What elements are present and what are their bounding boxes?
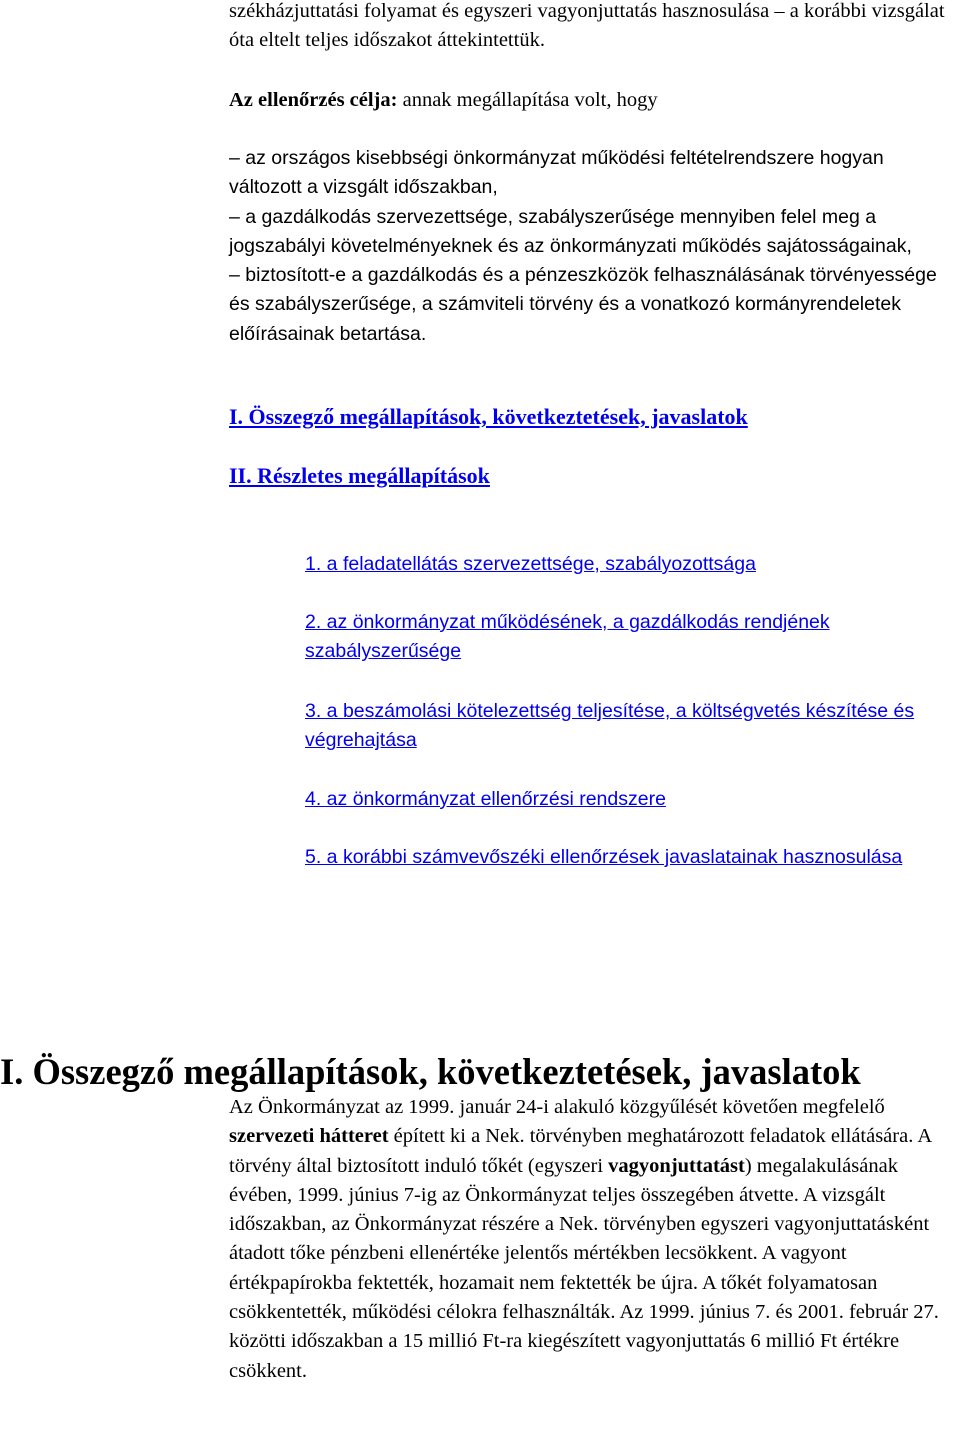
toc-sub-link-4[interactable]: 4. az önkormányzat ellenőrzési rendszere <box>305 788 666 810</box>
body-text-2: épített ki a Nek. törvényben meghatározott feladatok ellátására. A törvény által biztosított induló tőkét (egyszeri <box>229 1125 932 1177</box>
toc-sub-link-5[interactable]: 5. a korábbi számvevőszéki ellenőrzések javaslatainak hasznosulása <box>305 846 903 868</box>
body-bold-1: szervezeti hátteret <box>229 1125 389 1148</box>
purpose-list <box>229 144 957 349</box>
toc-link-summary[interactable]: I. Összegző megállapítások, következtetések, javaslatok <box>229 404 748 429</box>
toc-sub-link-2[interactable]: 2. az önkormányzat működésének, a gazdálkodás rendjének szabályszerűsége <box>305 611 830 663</box>
section-heading: I. Összegző megállapítások, következtetések, javaslatok <box>0 1051 861 1092</box>
purpose-item-1: – az országos kisebbségi önkormányzat működési feltételrendszere hogyan változott a vizsgált időszakban, <box>229 147 884 199</box>
purpose-item-3: – biztosított-e a gazdálkodás és a pénzeszközök felhasználásának törvényessége és szabályszerűsége, a számviteli törvény és a vonatkozó kormányrendeletek előírásainak betartása. <box>229 264 937 345</box>
purpose-label: Az ellenőrzés célja: <box>229 89 398 111</box>
body-paragraph <box>229 1093 957 1386</box>
body-text-1: Az Önkormányzat az 1999. január 24-i alakuló közgyűlését követően megfelelő <box>229 1096 885 1118</box>
toc-link-details[interactable]: II. Részletes megállapítások <box>229 463 490 488</box>
intro-paragraph: székházjuttatási folyamat és egyszeri vagyonjuttatás hasznosulása – a korábbi vizsgálat óta eltelt teljes időszakot áttekintettük. <box>229 0 945 52</box>
toc-sub-link-3[interactable]: 3. a beszámolási kötelezettség teljesítése, a költségvetés készítése és végrehajtása <box>305 700 915 752</box>
purpose-text: annak megállapítása volt, hogy <box>397 89 658 111</box>
purpose-item-2: – a gazdálkodás szervezettsége, szabályszerűsége mennyiben felel meg a jogszabályi követelményeknek és az önkormányzati működés sajátosságainak, <box>229 205 912 257</box>
body-text-3: ) megalakulásának évében, 1999. június 7-ig az Önkormányzat teljes összegében átvette. A vizsgált időszakban, az Önkormányzat részére a Nek. törvényben egyszeri vagyonjuttatásként átadott tőke pénzbeni ellenértéke jelentős mértékben lecsökkent. A vagyont értékpapírokba fektették, hozamait nem fektették be újra. A tőkét folyamatosan csökkentették, működési célokra felhasználták. Az 1999. június 7. és 2001. február 27. közötti időszakban a 15 millió Ft-ra kiegészített vagyonjuttatás 6 millió Ft értékre csökkent. <box>229 1154 939 1382</box>
toc-sub-link-1[interactable]: 1. a feladatellátás szervezettsége, szabályozottsága <box>305 553 756 575</box>
body-bold-2: vagyonjuttatást <box>608 1154 745 1177</box>
purpose-line <box>229 86 957 115</box>
